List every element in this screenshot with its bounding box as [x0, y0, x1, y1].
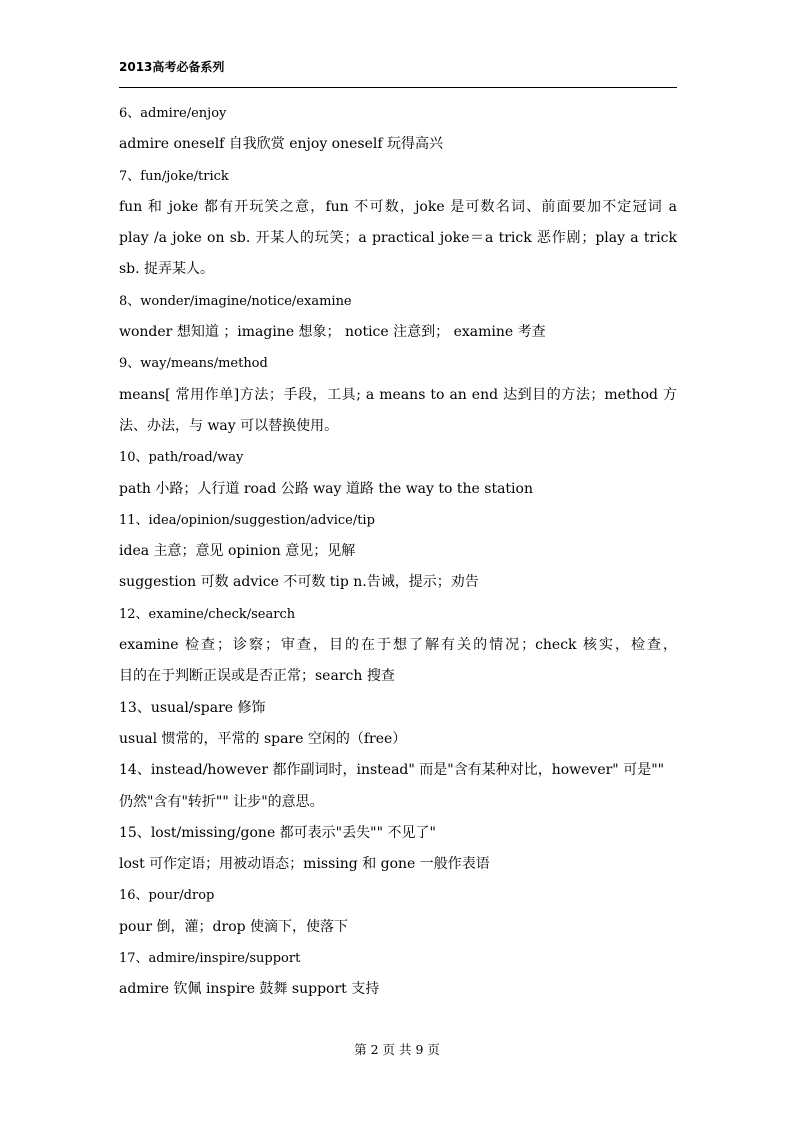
- item-title-13: 13、usual/spare 修饰: [119, 699, 266, 716]
- item-title-11: 11、idea/opinion/suggestion/advice/tip: [119, 512, 375, 528]
- item-body-7-line-2: play /a joke on sb. 开某人的玩笑；a practical joke＝a trick 恶作剧；play a trick: [119, 230, 677, 247]
- item-title-16: 16、pour/drop: [119, 888, 215, 904]
- item-body-11-line-2: suggestion 可数 advice 不可数 tip n.告诫，提示；劝告: [119, 574, 479, 591]
- item-body-17: admire 钦佩 inspire 鼓舞 support 支持: [119, 981, 380, 998]
- item-body-11-line-1: idea 主意；意见 opinion 意见；见解: [119, 543, 356, 560]
- header-divider: [119, 87, 677, 88]
- item-body-10: path 小路；人行道 road 公路 way 道路 the way to the station: [119, 480, 533, 497]
- item-body-9-line-2: 法、办法，与 way 可以替换使用。: [119, 417, 339, 434]
- item-title-7: 7、fun/joke/trick: [119, 168, 229, 184]
- item-title-15: 15、lost/missing/gone 都可表示"丢失"" 不见了": [119, 824, 436, 841]
- item-title-17: 17、admire/inspire/support: [119, 951, 301, 967]
- item-title-8: 8、wonder/imagine/notice/examine: [119, 293, 352, 309]
- document-body: [119, 98, 677, 1006]
- item-body-8: wonder 想知道 ；imagine 想象； notice 注意到； examine 考查: [119, 324, 546, 341]
- item-body-9-line-1: means[ 常用作单]方法；手段，工具; a means to an end 达到目的方法；method 方: [119, 386, 677, 403]
- item-body-6: admire oneself 自我欣赏 enjoy oneself 玩得高兴: [119, 136, 443, 153]
- item-body-12-line-2: 目的在于判断正误或是否正常；search 搜查: [119, 668, 395, 685]
- item-body-15: lost 可作定语；用被动语态；missing 和 gone 一般作表语: [119, 856, 490, 873]
- item-title-9: 9、way/means/method: [119, 356, 268, 372]
- item-body-16: pour 倒，灌；drop 使滴下，使落下: [119, 918, 349, 935]
- item-body-7-line-3: sb. 捉弄某人。: [119, 261, 215, 278]
- item-body-13: usual 惯常的，平常的 spare 空闲的（free）: [119, 730, 407, 747]
- page-header-title: 2013高考必备系列: [119, 60, 225, 74]
- item-title-14: 14、instead/however 都作副词时，instead" 而是"含有某种对比，however" 可是"": [119, 762, 665, 779]
- item-title-10: 10、path/road/way: [119, 450, 244, 466]
- item-title-12: 12、examine/check/search: [119, 606, 296, 622]
- page-number-footer: 第 2 页 共 9 页: [354, 1042, 440, 1057]
- item-body-14: 仍然"含有"转折"" 让步"的意思。: [119, 793, 324, 810]
- item-body-12-line-1: examine 检查；诊察；审查，目的在于想了解有关的情况；check 核实，检查，: [119, 637, 677, 654]
- item-title-6: 6、admire/enjoy: [119, 106, 227, 121]
- item-body-7-line-1: fun 和 joke 都有开玩笑之意，fun 不可数，joke 是可数名词、前面要加不定冠词 a: [119, 198, 677, 215]
